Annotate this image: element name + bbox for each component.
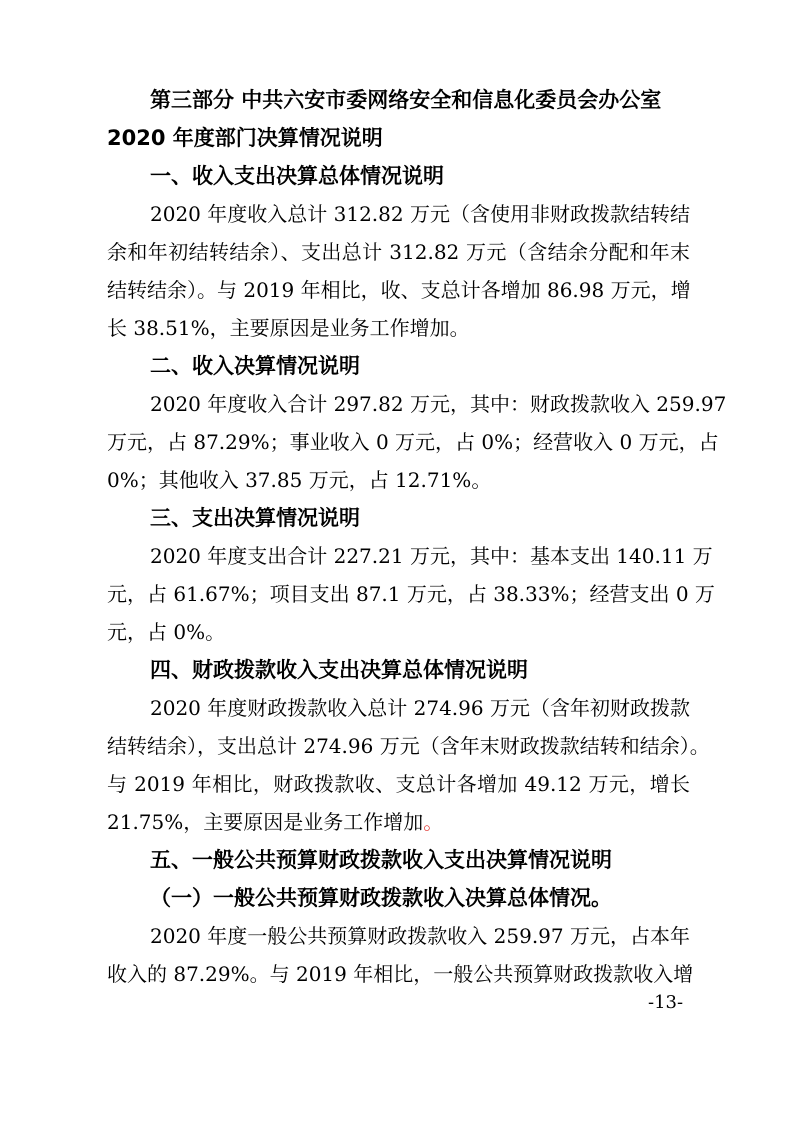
section-3-paragraph-line: 元，占 0%。 bbox=[107, 620, 226, 644]
section-2-paragraph-line: 2020 年度收入合计 297.82 万元，其中：财政拨款收入 259.97 bbox=[150, 392, 727, 416]
section-1-paragraph-line: 结转结余）。与 2019 年相比，收、支总计各增加 86.98 万元，增 bbox=[107, 278, 691, 302]
section-3-paragraph-line: 元，占 61.67%；项目支出 87.1 万元，占 38.33%；经营支出 0 万 bbox=[107, 582, 715, 606]
section-2-paragraph-line: 0%；其他收入 37.85 万元，占 12.71%。 bbox=[107, 468, 492, 492]
section-4-paragraph-line bbox=[107, 808, 443, 836]
section-5-heading: 五、一般公共预算财政拨款收入支出决算情况说明 bbox=[150, 848, 612, 872]
section-5-subheading: （一）一般公共预算财政拨款收入决算总体情况。 bbox=[150, 886, 612, 910]
section-4-paragraph-line: 与 2019 年相比，财政拨款收、支总计各增加 49.12 万元，增长 bbox=[107, 772, 690, 796]
page-title: 第三部分 中共六安市委网络安全和信息化委员会办公室 bbox=[150, 88, 662, 112]
section-1-heading: 一、收入支出决算总体情况说明 bbox=[150, 164, 444, 188]
section-1-paragraph-line: 长 38.51%，主要原因是业务工作增加。 bbox=[107, 316, 470, 340]
section-5-paragraph-line: 2020 年度一般公共预算财政拨款收入 259.97 万元，占本年 bbox=[150, 924, 690, 948]
page-subtitle: 2020 年度部门决算情况说明 bbox=[107, 126, 383, 150]
section-1-paragraph-line: 2020 年度收入总计 312.82 万元（含使用非财政拨款结转结 bbox=[150, 202, 690, 226]
red-period-mark: 。 bbox=[423, 810, 444, 834]
page-number: -13- bbox=[648, 992, 684, 1013]
section-4-heading: 四、财政拨款收入支出决算总体情况说明 bbox=[150, 658, 528, 682]
section-5-paragraph-line: 收入的 87.29%。与 2019 年相比，一般公共预算财政拨款收入增 bbox=[107, 962, 694, 986]
section-3-heading: 三、支出决算情况说明 bbox=[150, 506, 360, 530]
section-4-paragraph-line: 结转结余），支出总计 274.96 万元（含年末财政拨款结转和结余）。 bbox=[107, 734, 710, 758]
section-4-paragraph-line: 2020 年度财政拨款收入总计 274.96 万元（含年初财政拨款 bbox=[150, 696, 690, 720]
section-2-paragraph-line: 万元，占 87.29%；事业收入 0 万元，占 0%；经营收入 0 万元，占 bbox=[107, 430, 719, 454]
section-1-paragraph-line: 余和年初结转结余）、支出总计 312.82 万元（含结余分配和年末 bbox=[107, 240, 690, 264]
section-3-paragraph-line: 2020 年度支出合计 227.21 万元，其中：基本支出 140.11 万 bbox=[150, 544, 713, 568]
section-4-last-line-text: 21.75%，主要原因是业务工作增加 bbox=[107, 810, 424, 834]
section-2-heading: 二、收入决算情况说明 bbox=[150, 354, 360, 378]
